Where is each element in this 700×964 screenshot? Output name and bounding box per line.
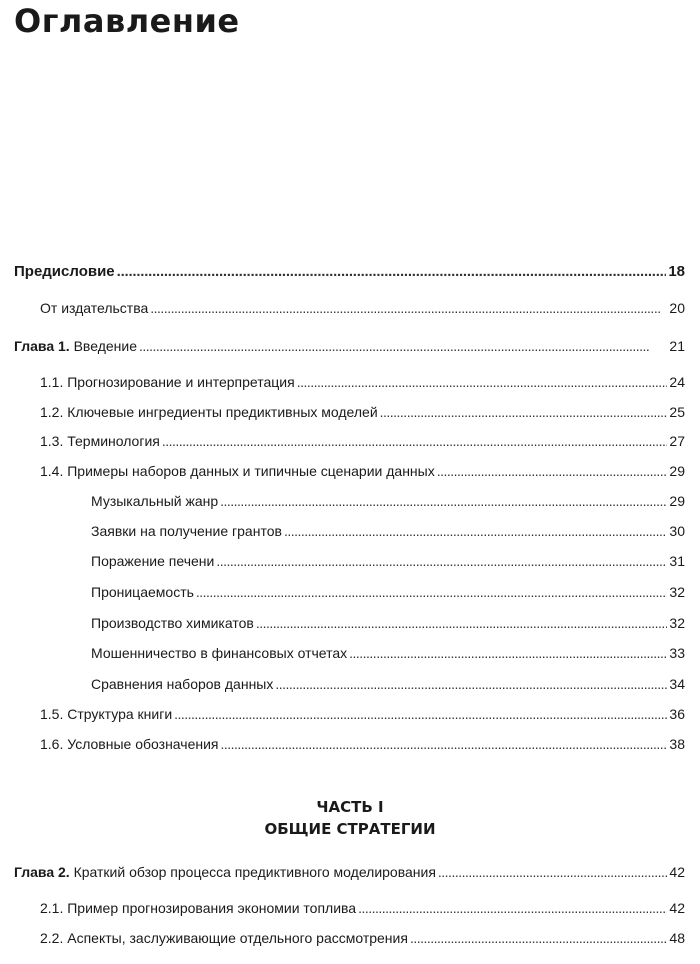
toc-entry[interactable]	[40, 898, 685, 918]
toc-entry-label	[14, 336, 137, 356]
chapter-number: Глава 2.	[14, 864, 70, 880]
toc-entry-label: 1.3. Терминология	[40, 433, 160, 449]
dot-leader	[139, 336, 667, 356]
dot-leader	[358, 898, 667, 918]
toc-entry-label: Заявки на получение грантов	[91, 523, 282, 539]
dot-leader	[275, 674, 667, 694]
dot-leader	[221, 734, 668, 754]
toc-entry[interactable]	[40, 928, 685, 948]
toc-entry[interactable]	[40, 461, 685, 481]
toc-entry-label: Производство химикатов	[91, 615, 254, 631]
part-number: ЧАСТЬ I	[316, 798, 384, 816]
toc-entry-preface[interactable]	[14, 262, 685, 282]
toc-entry-chapter-1[interactable]	[14, 336, 685, 356]
chapter-title: Краткий обзор процесса предиктивного моделирования	[73, 864, 436, 880]
dot-leader	[297, 372, 668, 392]
dot-leader	[162, 431, 668, 451]
toc-entry-page: 31	[669, 553, 685, 569]
toc-entry-label: 1.4. Примеры наборов данных и типичные сценарии данных	[40, 463, 435, 479]
toc-entry-page: 24	[669, 374, 685, 390]
toc-entry[interactable]	[91, 674, 685, 694]
dot-leader	[438, 862, 668, 882]
toc-entry-label: 1.2. Ключевые ингредиенты предиктивных моделей	[40, 404, 378, 420]
toc-entry-label: От издательства	[40, 300, 149, 316]
toc-entry-page: 48	[669, 930, 685, 946]
toc-entry[interactable]	[40, 734, 685, 754]
toc-entry-page: 29	[669, 463, 685, 479]
dot-leader	[150, 298, 667, 318]
toc-entry[interactable]	[40, 372, 685, 392]
toc-entry-label: Поражение печени	[91, 553, 215, 569]
toc-entry-page: 29	[669, 493, 685, 509]
dot-leader	[349, 643, 667, 663]
dot-leader	[220, 491, 667, 511]
dot-leader	[380, 402, 668, 422]
toc-entry-label: Проницаемость	[91, 584, 194, 600]
toc-entry-label: Предисловие	[14, 263, 115, 280]
toc-entry-label: 1.1. Прогнозирование и интерпретация	[40, 374, 295, 390]
toc-entry-page: 32	[669, 615, 685, 631]
toc-entry-chapter-2[interactable]	[14, 862, 685, 882]
toc-entry[interactable]	[91, 551, 685, 571]
toc-entry-label: 2.1. Пример прогнозирования экономии топлива	[40, 900, 357, 916]
toc-entry[interactable]	[40, 431, 685, 451]
toc-entry-page: 42	[669, 864, 685, 880]
toc-entry-page: 25	[669, 404, 685, 420]
part-title: ОБЩИЕ СТРАТЕГИИ	[264, 820, 436, 838]
toc-entry[interactable]	[91, 491, 685, 511]
chapter-number: Глава 1.	[14, 338, 70, 354]
dot-leader	[174, 704, 667, 724]
toc-entry[interactable]	[91, 521, 685, 541]
toc-entry[interactable]	[91, 613, 685, 633]
toc-entry-label	[14, 862, 436, 882]
toc-entry-page: 34	[669, 676, 685, 692]
toc-entry[interactable]	[91, 643, 685, 663]
toc-entry-label: Музыкальный жанр	[91, 493, 219, 509]
dot-leader	[196, 582, 668, 602]
dot-leader	[437, 461, 668, 481]
dot-leader	[256, 613, 668, 633]
toc-entry-label: Сравнения наборов данных	[91, 676, 274, 692]
toc-entry-page: 38	[669, 736, 685, 752]
toc-entry-page: 33	[669, 645, 685, 661]
toc-entry-label: 1.5. Структура книги	[40, 706, 173, 722]
toc-entry-page: 32	[669, 584, 685, 600]
toc-entry-label: 2.2. Аспекты, заслуживающие отдельного рассмотрения	[40, 930, 408, 946]
toc-entry-page: 18	[668, 263, 685, 280]
dot-leader	[216, 551, 667, 571]
dot-leader	[284, 521, 667, 541]
page-title: Оглавление	[14, 2, 240, 40]
toc-entry-label: 1.6. Условные обозначения	[40, 736, 219, 752]
toc-entry[interactable]	[91, 582, 685, 602]
toc-entry-page: 20	[669, 300, 685, 316]
toc-entry[interactable]	[40, 298, 685, 318]
toc-entry-page: 42	[669, 900, 685, 916]
toc-entry-label: Мошенничество в финансовых отчетах	[91, 645, 348, 661]
chapter-title: Введение	[73, 338, 137, 354]
toc-entry-page: 27	[669, 433, 685, 449]
toc-entry-page: 36	[669, 706, 685, 722]
toc-entry[interactable]	[40, 704, 685, 724]
dot-leader	[117, 262, 667, 282]
toc-entry-page: 30	[669, 523, 685, 539]
dot-leader	[410, 928, 667, 948]
toc-entry-page: 21	[669, 338, 685, 354]
toc-entry[interactable]	[40, 402, 685, 422]
